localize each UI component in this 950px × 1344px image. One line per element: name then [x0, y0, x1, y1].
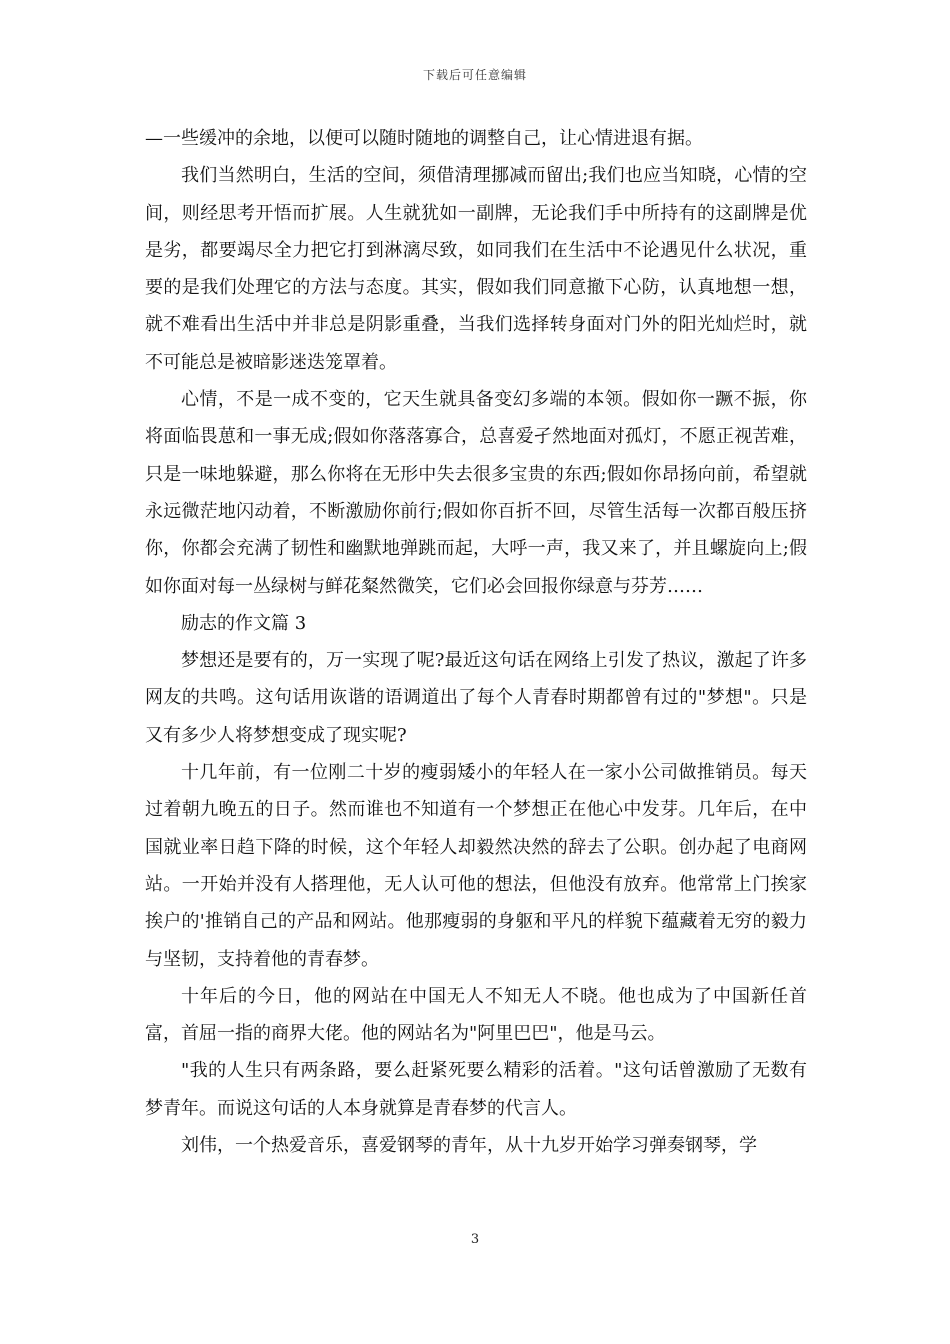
paragraph-1: —一些缓冲的余地，以便可以随时随地的调整自己，让心情进退有据。	[145, 128, 703, 149]
page-number: 3	[470, 1232, 480, 1247]
paragraph-5: 十几年前，有一位刚二十岁的瘦弱矮小的年轻人在一家小公司做推销员。每天过着朝九晚五的日子。然而谁也不知道有一个梦想正在他心中发芽。几年后，在中国就业率日趋下降的时候，这个年轻人却毅然决然的辞去了公职。创办起了电商网站。一开始并没有人搭理他，无人认可他的想法，但他没有放弃。他常常上门挨家挨户的'推销自己的产品和网站。他那瘦弱的身躯和平凡的样貌下蕴藏着无穷的毅力与坚韧，支持着他的青春梦。	[145, 762, 807, 970]
paragraph-4: 梦想还是要有的，万一实现了呢?最近这句话在网络上引发了热议，激起了许多网友的共鸣。这句话用诙谐的语调道出了每个人青春时期都曾有过的"梦想"。只是又有多少人将梦想变成了现实呢?	[145, 650, 807, 746]
paragraph-3: 心情，不是一成不变的，它天生就具备变幻多端的本领。假如你一蹶不振，你将面临畏葸和一事无成;假如你落落寡合，总喜爱孑然地面对孤灯，不愿正视苦难，只是一味地躲避，那么你将在无形中失去很多宝贵的东西;假如你昂扬向前，希望就永远微茫地闪动着，不断激励你前行;假如你百折不回，尽管生活每一次都百般压挤你，你都会充满了韧性和幽默地弹跳而起，大呼一声，我又来了，并且螺旋向上;假如你面对每一丛绿树与鲜花粲然微笑，它们必会回报你绿意与芬芳……	[145, 389, 807, 597]
paragraph-6: 十年后的今日，他的网站在中国无人不知无人不晓。他也成为了中国新任首富，首屈一指的商界大佬。他的网站名为"阿里巴巴"，他是马云。	[145, 985, 807, 1045]
document-body	[145, 120, 807, 1164]
page-header: 下载后可任意编辑	[422, 68, 527, 82]
paragraph-8: 刘伟，一个热爱音乐，喜爱钢琴的青年，从十九岁开始学习弹奏钢琴，学	[181, 1135, 757, 1157]
paragraph-7: "我的人生只有两条路，要么赶紧死要么精彩的活着。"这句话曾激励了无数有梦青年。而说这句话的人本身就算是青春梦的代言人。	[145, 1060, 807, 1119]
section-heading: 励志的作文篇 3	[181, 612, 307, 634]
paragraph-2: 我们当然明白，生活的空间，须借清理挪减而留出;我们也应当知晓，心情的空间，则经思考开悟而扩展。人生就犹如一副牌，无论我们手中所持有的这副牌是优是劣，都要竭尽全力把它打到淋漓尽致，如同我们在生活中不论遇见什么状况，重要的是我们处理它的方法与态度。其实，假如我们同意撤下心防，认真地想一想，就不难看出生活中并非总是阴影重叠，当我们选择转身面对门外的阳光灿烂时，就不可能总是被暗影迷迭笼罩着。	[145, 165, 807, 373]
